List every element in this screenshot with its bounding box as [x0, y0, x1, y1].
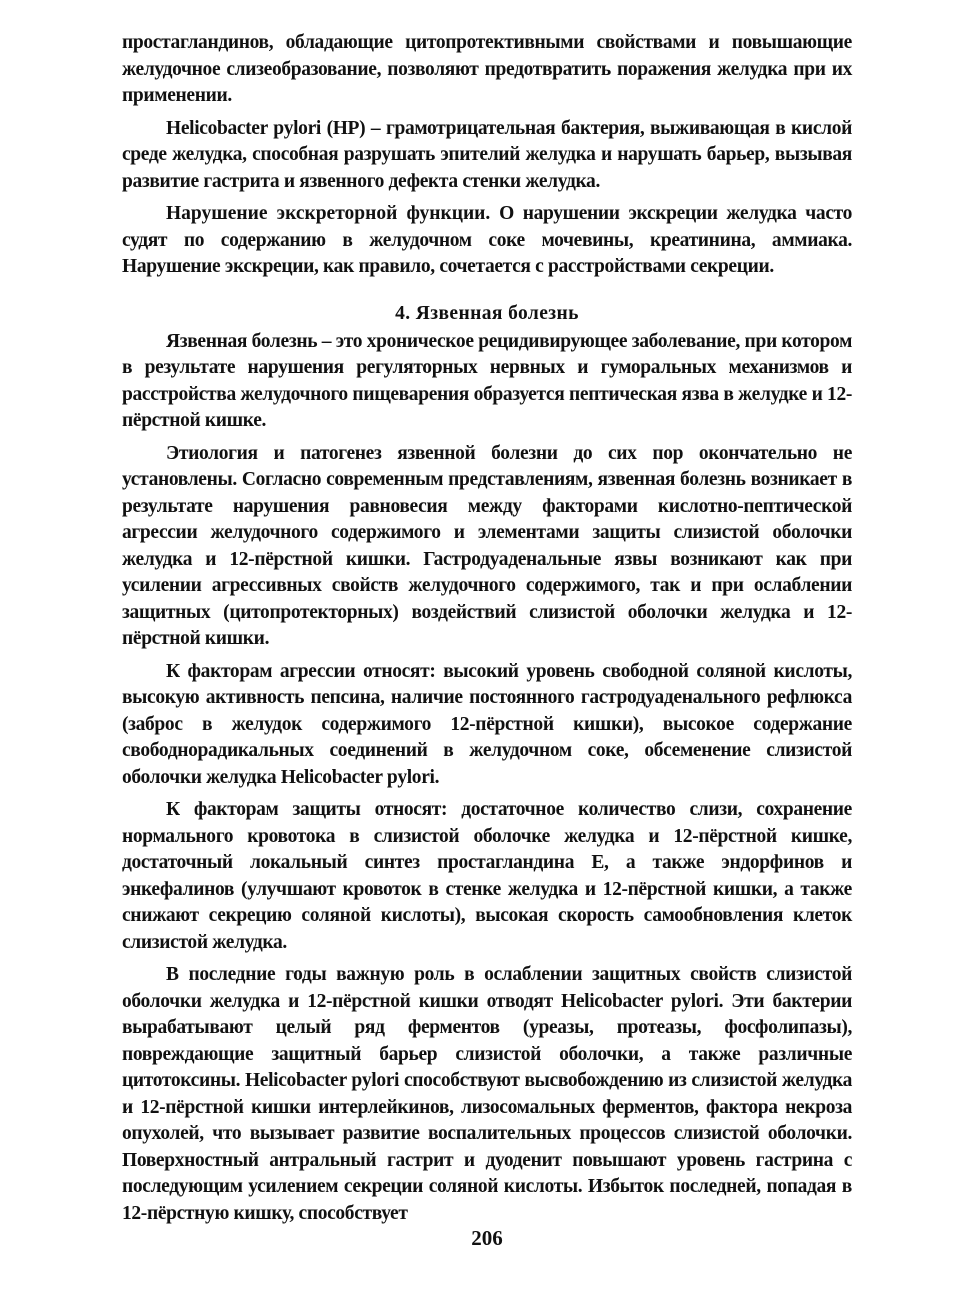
document-page: [122, 30, 852, 1227]
paragraph-prostaglandins: простагландинов, обладающие цитопротективными свойствами и повышающие желудочное слизеобразование, позволяют предотвратить поражения желудка при их применении.: [122, 32, 852, 106]
excretory-term: Нарушение экскреторной функции.: [166, 203, 491, 224]
paragraph-helicobacter: Helicobacter pylori (HP) – грамотрицательная бактерия, выживающая в кислой среде желудка, способная разрушать эпителий желудка и нарушать барьер, вызывая развитие гастрита и язвенного дефекта стенки желудка.: [122, 117, 852, 192]
paragraph-helicobacter-role: В последние годы важную роль в ослаблении защитных свойств слизистой оболочки желудка и 12-пёрстной кишки отводят Helicobacter pylori. Эти бактерии вырабатывают целый ряд ферментов (уреазы, протеазы, фосфолипазы), повреждающие защитный барьер слизистой оболочки, а также различные цитотоксины. Helicobacter pylori способствуют высвобождению из слизистой желудка и 12-пёрстной кишки интерлейкинов, лизосомальных ферментов, фактора некроза опухолей, что вызывает развитие воспалительных процессов слизистой оболочки. Поверхностный антральный гастрит и дуоденит повышают уровень гастрина с последующим усилением секреции соляной кислоты. Избыток последней, попадая в 12-пёрстную кишку, способствует: [122, 964, 852, 1224]
section-heading: 4. Язвенная болезнь: [395, 302, 579, 324]
paragraph-etiology: Этиология и патогенез язвенной болезни до сих пор окончательно не установлены. Согласно современным представлениям, язвенная болезнь возникает в результате нарушения равновесия между факторами кислотно-пептической агрессии желудочного содержимого и элементами защиты слизистой оболочки желудка и 12-пёрстной кишки. Гастродуаденальные язвы возникают как при усилении агрессивных свойств желудочного содержимого, так и при ослаблении защитных (цитопротекторных) воздействий слизистой оболочки желудка и 12-пёрстной кишки.: [122, 442, 852, 649]
paragraph-definition: Язвенная болезнь – это хроническое рецидивирующее заболевание, при котором в результате нарушения регуляторных нервных и гуморальных механизмов и расстройства желудочного пищеварения образуется пептическая язва в желудке и 12-пёрстной кишке.: [122, 330, 852, 431]
paragraph-excretory: [122, 201, 852, 281]
paragraph-protection-factors: К факторам защиты относят: достаточное количество слизи, сохранение нормального кровотока в слизистой оболочке желудка и 12-пёрстной кишке, достаточный локальный синтез простагландина Е, а также эндорфинов и энкефалинов (улучшают кровоток в стенке желудка и 12-пёрстной кишки, а также снижают секрецию соляной кислоты), высокая скорость самообновления клеток слизистой желудка.: [122, 799, 852, 953]
excretory-text: О нарушении экскреции желудка часто судят по содержанию в желудочном соке мочевины, креатинина, аммиака. Нарушение экскреции, как правило, сочетается с расстройствами секреции.: [122, 203, 853, 277]
paragraph-aggression-factors: К факторам агрессии относят: высокий уровень свободной соляной кислоты, высокую активность пепсина, наличие постоянного гастродуаденального рефлюкса (заброс в желудок содержимого 12-пёрстной кишки), высокое содержание свободнорадикальных соединений в желудочном соке, обсеменение слизистой оболочки желудка Helicobacter pylori.: [122, 660, 852, 788]
page-number: 206: [471, 1226, 503, 1250]
